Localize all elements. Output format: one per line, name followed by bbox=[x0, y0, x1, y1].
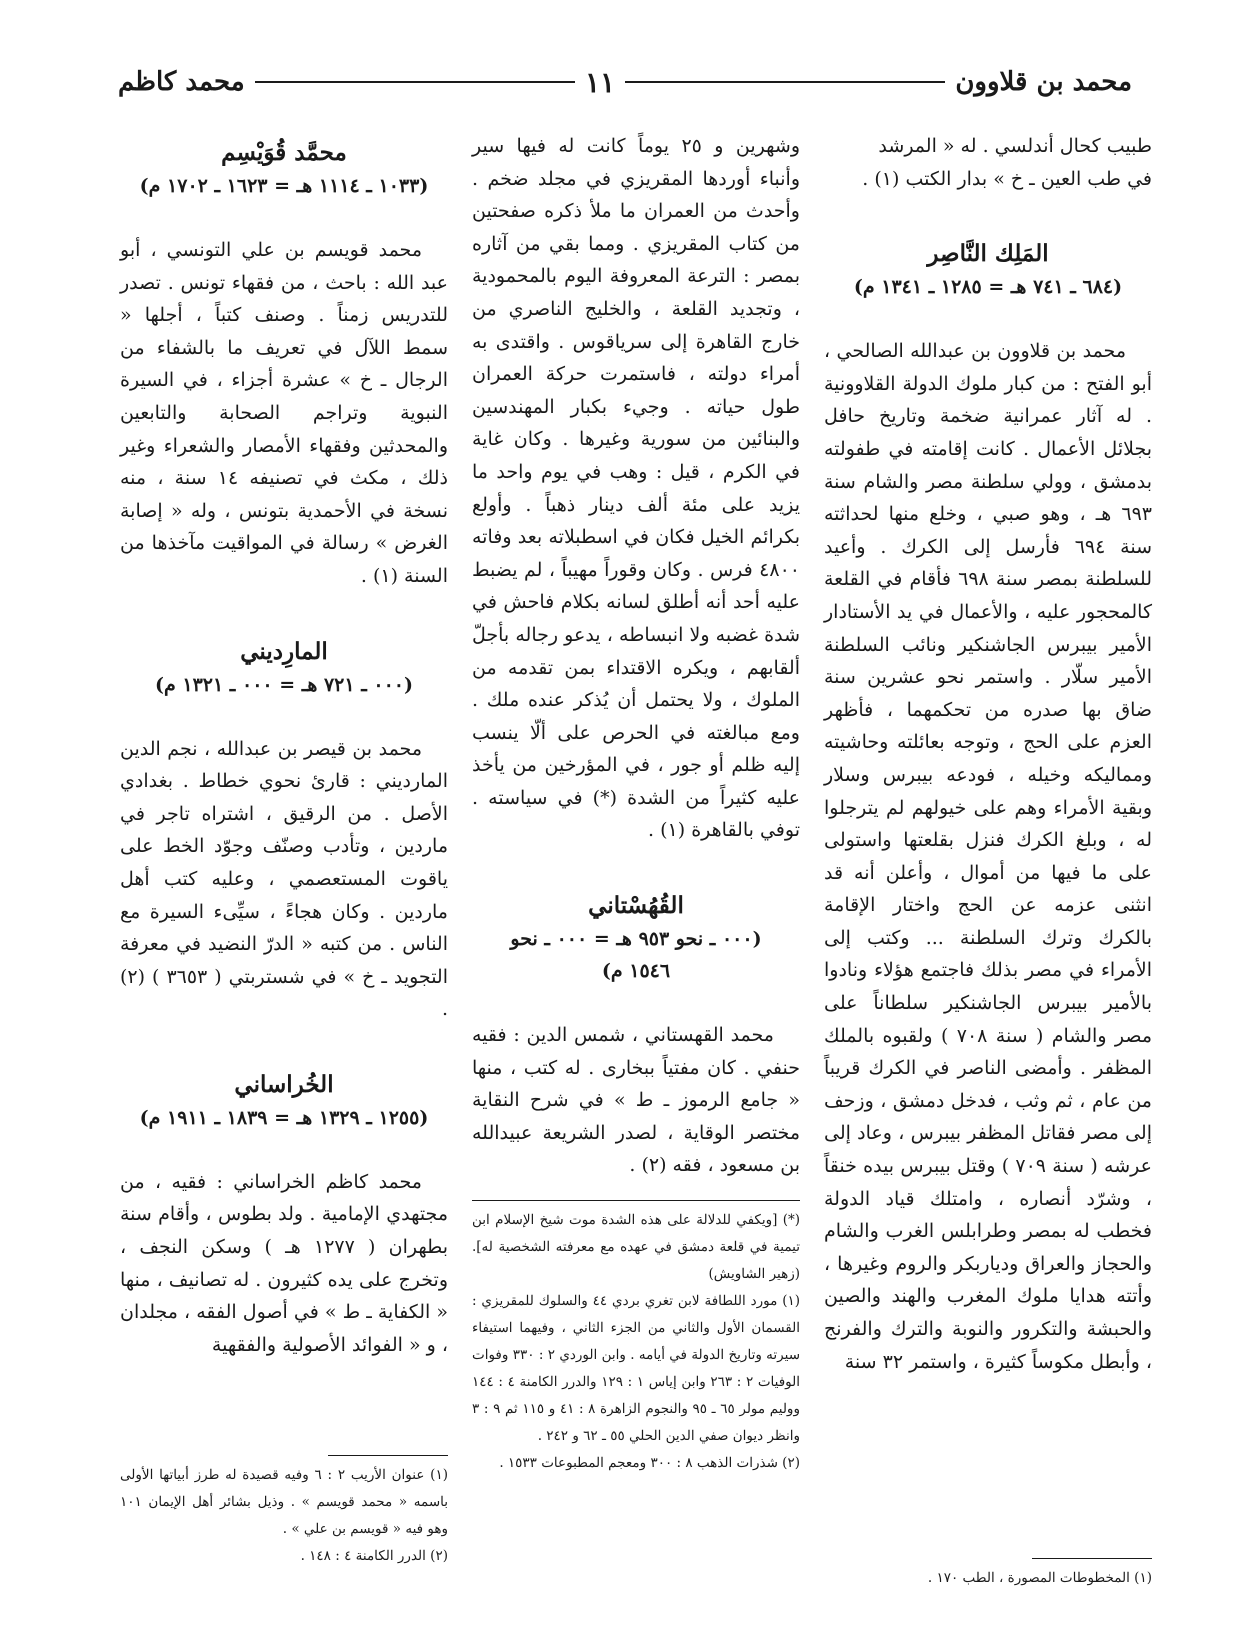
entry-title-mardini: المارِديني bbox=[240, 637, 328, 665]
footnote-rule-left bbox=[328, 1455, 448, 1456]
entry-title-quhistani: القُهُسْتاني bbox=[588, 892, 684, 920]
entry-dates-mardini: (٠٠٠ ـ ٧٢١ هـ = ٠٠٠ ـ ١٣٢١ م) bbox=[154, 673, 414, 696]
footnote: (٢) الدرر الكامنة ٤ : ١٤٨ . bbox=[300, 1548, 448, 1564]
footnote-rule-middle bbox=[472, 1200, 800, 1201]
intro-line-2: في طب العين ـ خ » بدار الكتب (١) . bbox=[862, 167, 1152, 190]
entry-body-quwaysim: محمد قويسم بن علي التونسي ، أبو عبد الله : باحث ، من فقهاء تونس . تصدر للتدريس زمناً . وصنف كتباً ، أجلها « سمط اللآل في تعريف ما بالشفاء من الرجال ـ خ » عشرة أجزاء ، في السيرة النبوية وتراجم الصحابة والتابعين والمحدثين وفقهاء الأمصار والشعراء وغير ذلك ، مكث في تصنيفه ١٤ سنة ، منه نسخة في الأحمدية بتونس ، وله « إصابة الغرض » رسالة في المواقيت مآخذها من السنة (١) . bbox=[120, 239, 448, 587]
left-footnotes bbox=[120, 1455, 448, 1570]
entry-title-al-nasir: المَلِك النَّاصِر bbox=[927, 240, 1049, 268]
entry-body-mardini: محمد بن قيصر بن عبدالله ، نجم الدين المارديني : قارئ نحوي خطاط . بغدادي الأصل . من الرقيق ، اشتراه تاجر في ماردين ، وتأدب وصنّف وجوّد الخط على ياقوت المستعصمي ، وعليه كتب أهل ماردين . وكان هجاءً ، سيِّىء السيرة مع الناس . من كتبه « الدرّ النضيد في معرفة التجويد ـ خ » في شستربتي ( ٣٦٥٣ ) (٢) . bbox=[120, 737, 449, 1021]
middle-footnotes bbox=[472, 1200, 800, 1477]
footnote: (٢) شذرات الذهب ٨ : ٣٠٠ ومعجم المطبوعات ١٥٣٣ . bbox=[499, 1455, 800, 1471]
footnote: (*) [ويكفي للدلالة على هذه الشدة موت شيخ الإسلام ابن تيمية في قلعة دمشق في عهده مع معرفته الشخصية له]. (زهير الشاويش) bbox=[472, 1212, 800, 1282]
entry-body-al-nasir: محمد بن قلاوون بن عبدالله الصالحي ، أبو الفتح : من كبار ملوك الدولة القلاوونية . له آثار عمرانية ضخمة وتاريخ حافل بجلائل الأعمال . كانت إقامته في طفولته بدمشق ، وولي سلطنة مصر والشام سنة ٦٩٣ هـ ، وهو صبي ، وخلع منها لحداثته سنة ٦٩٤ فأرسل إلى الكرك . وأعيد للسلطنة بمصر سنة ٦٩٨ فأقام في القلعة كالمحجور عليه ، والأعمال في يد الأستادار الأمير بيبرس الجاشنكير ونائب السلطنة الأمير سلّار . واستمر نحو عشرين سنة ضاق بها صدره من تحكمهما ، فأظهر العزم على الحج ، وتوجه بعائلته وحاشيته ومماليكه وخيله ، فودعه بيبرس وسلار وبقية الأمراء وهم على خيولهم لم يترجلوا له ، وبلغ الكرك فنزل بقلعتها واستولى على ما فيها من أموال ، وأعلن أنه قد انثنى عزمه عن الحج واختار الإقامة بالكرك وترك السلطنة ... وكتب إلى الأمراء في مصر بذلك فاجتمع هؤلاء ونادوا بالأمير بيبرس الجاشنكير سلطاناً على مصر والشام ( سنة ٧٠٨ ) ولقبوه بالملك المظفر . وأمضى الناصر في الكرك قريباً من عام ، ثم وثب ، فدخل دمشق ، وزحف إلى مصر فقاتل المظفر بيبرس ، وعاد إلى عرشه ( سنة ٧٠٩ ) وقتل بيبرس بيده خنقاً ، وشرّد أنصاره ، وامتلك قياد الدولة فخطب له بمصر وطرابلس الغرب والشام والحجاز والعراق ودياربكر والروم وغيرها ، وأتته هدايا ملوك المغرب والهند والصين والحبشة والتكرور والنوبة والترك والفرنج ، وأبطل مكوساً كثيرة ، واستمر ٣٢ سنة bbox=[824, 340, 1153, 1373]
entry-dates-quhistani-line1: (٠٠٠ ـ نحو ٩٥٣ هـ = ٠٠٠ ـ نحو bbox=[510, 928, 762, 951]
footnote: (١) المخطوطات المصورة ، الطب ١٧٠ . bbox=[927, 1570, 1152, 1586]
header-rule-right bbox=[625, 81, 945, 83]
footnote: (١) مورد اللطافة لابن تغري بردي ٤٤ والسلوك للمقريزي : القسمان الأول والثاني من الجزء الثاني ، وفيهما استيفاء سيرته وتاريخ الدولة في أيامه . وابن الوردي ٢ : ٣٣٠ وفوات الوفيات ٢ : ٢٦٣ وابن إياس ١ : ١٢٩ والدرر الكامنة ٤ : ١٤٤ ووليم مولر ٦٥ ـ ٩٥ والنجوم الزاهرة ٨ : ٤١ و ١١٥ ثم ٩ : ٣ وانظر ديوان صفي الدين الحلي ٥٥ ـ ٦٢ و ٢٤٢ . bbox=[472, 1293, 801, 1444]
entry-dates-quhistani-line2: ١٥٤٦ م) bbox=[601, 960, 671, 983]
entry-body-quhistani: محمد القهستاني ، شمس الدين : فقيه حنفي . كان مفتياً ببخارى . له كتب ، منها « جامع الرموز ـ ط » في شرح النقاية مختصر الوقاية ، لصدر الشريعة عبيدالله بن مسعود ، فقه (٢) . bbox=[472, 1024, 800, 1177]
left-column bbox=[120, 130, 448, 1620]
entry-dates-quwaysim: (١٠٣٣ ـ ١١١٤ هـ = ١٦٢٣ ـ ١٧٠٢ م) bbox=[139, 175, 429, 197]
footnote: (١) عنوان الأريب ٢ : ٦ وفيه قصيدة له طرز أبياتها الأولى باسمه « محمد قويسم » . وذيل بشائر أهل الإيمان ١٠١ وهو فيه « قويسم بن علي » . bbox=[120, 1467, 448, 1537]
entry-body-khurasani: محمد كاظم الخراساني : فقيه ، من مجتهدي الإمامية . ولد بطوس ، وأقام سنة بطهران ( ١٢٧٧ هـ ) وسكن النجف ، وتخرج على يده كثيرون . له تصانيف ، منها « الكفاية ـ ط » في أصول الفقه ، مجلدان ، و « الفوائد الأصولية والفقهية bbox=[120, 1170, 448, 1356]
running-header bbox=[118, 60, 1132, 104]
header-rule-left bbox=[255, 81, 575, 83]
entry-title-khurasani: الخُراساني bbox=[234, 1070, 334, 1098]
entry-dates-al-nasir: (٦٨٤ ـ ٧٤١ هـ = ١٢٨٥ ـ ١٣٤١ م) bbox=[853, 276, 1123, 299]
page-number: ١١ bbox=[585, 65, 616, 99]
header-left-name: محمد كاظم bbox=[118, 67, 245, 97]
entry-dates-khurasani: (١٢٥٥ ـ ١٣٢٩ هـ = ١٨٣٩ ـ ١٩١١ م) bbox=[139, 1106, 429, 1129]
al-nasir-continuation: وشهرين و ٢٥ يوماً كانت له فيها سير وأنباء أوردها المقريزي في مجلد ضخم . وأحدث من العمران ما ملأ ذكره صفحتين من كتاب المقريزي . ومما بقي من آثاره بمصر : الترعة المعروفة اليوم بالمحمودية ، وتجديد القلعة ، والخليج الناصري من خارج القاهرة إلى سرياقوس . واقتدى به أمراء دولته ، فاستمرت حركة العمران طول حياته . وجيء بكبار المهندسين والبنائين من سورية وغيرها . وكان غاية في الكرم ، قيل : وهب في يوم واحد ما يزيد على مئة ألف دينار ذهباً . وأولع بكرائم الخيل فكان في اسطبلاته بعد وفاته ٤٨٠٠ فرس . وكان وقوراً مهيباً ، لم يضبط عليه أحد أنه أطلق لسانه بكلام فاحش في شدة غضبه ولا انبساطه ، يدعو رجاله بأجلّ ألقابهم ، ويكره الاقتداء بمن تقدمه من الملوك ، ولا يحتمل أن يُذكر عنده ملك . ومع مبالغته في الحرص على ألّا ينسب إليه ظلم أو جور ، في المؤرخين من يأخذ عليه كثيراً من الشدة (*) في سياسته . توفي بالقاهرة (١) . bbox=[472, 135, 800, 842]
right-column bbox=[824, 130, 1152, 1620]
entry-title-quwaysim: محمَّد قُوَيْسِم bbox=[221, 139, 347, 166]
intro-line-1: طبيب كحال أندلسي . له « المرشد bbox=[878, 135, 1152, 157]
header-right-name: محمد بن قلاوون bbox=[955, 67, 1132, 97]
right-footnotes bbox=[824, 1558, 1152, 1592]
footnote-rule-right bbox=[1032, 1558, 1152, 1559]
